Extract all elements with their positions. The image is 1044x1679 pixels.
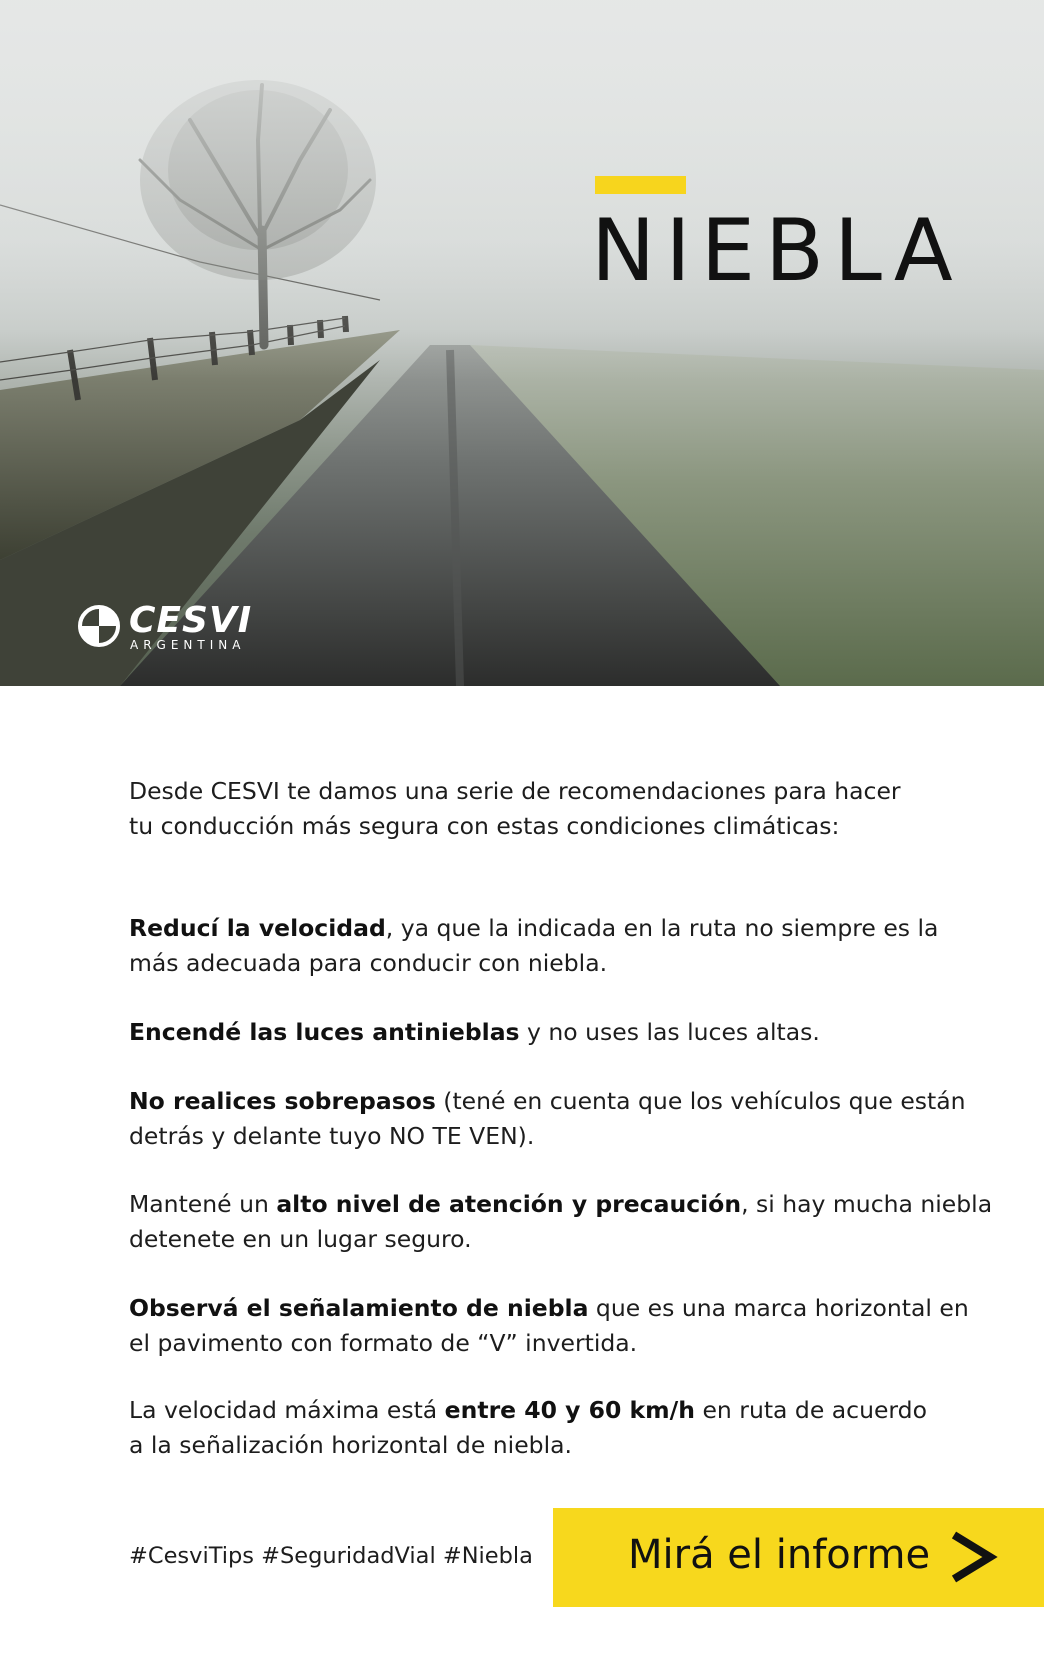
tip-text: detenete en un lugar seguro.: [129, 1225, 472, 1253]
intro-line: Desde CESVI te damos una serie de recomendaciones para hacer: [129, 777, 901, 805]
cesvi-logo: [77, 600, 287, 654]
tip-text: , si hay mucha niebla: [741, 1190, 993, 1218]
tip-reduce-speed: [129, 911, 1009, 981]
tip-highlight: entre 40 y 60 km/h: [444, 1396, 695, 1424]
tip-text: y no uses las luces altas.: [519, 1018, 820, 1046]
tip-text: (tené en cuenta que los vehículos que están: [435, 1087, 966, 1115]
foggy-road-image: [0, 0, 1044, 686]
tip-fog-signals: [129, 1291, 1009, 1361]
tip-highlight: Encendé las luces antinieblas: [129, 1018, 520, 1046]
chevron-right-icon: [948, 1531, 998, 1583]
tip-highlight: Reducí la velocidad: [129, 914, 386, 942]
view-report-button[interactable]: [553, 1508, 1044, 1607]
hashtags: #CesviTips #SeguridadVial #Niebla: [129, 1543, 533, 1569]
logo-subtitle: ARGENTINA: [130, 638, 246, 652]
intro-paragraph: [129, 774, 1009, 844]
tip-text: a la señalización horizontal de niebla.: [129, 1431, 572, 1459]
cesvi-logo-icon: [77, 604, 121, 648]
intro-line: tu conducción más segura con estas condiciones climáticas:: [129, 812, 840, 840]
tip-text: que es una marca horizontal en: [588, 1294, 969, 1322]
tip-max-speed: [129, 1393, 1009, 1463]
tip-no-overtaking: [129, 1084, 1009, 1154]
tip-text: más adecuada para conducir con niebla.: [129, 949, 608, 977]
tip-text: en ruta de acuerdo: [694, 1396, 927, 1424]
tip-text: detrás y delante tuyo NO TE VEN).: [129, 1122, 535, 1150]
tip-fog-lights: [129, 1015, 1009, 1050]
hero-banner: [0, 0, 1044, 686]
tip-text: Mantené un: [129, 1190, 277, 1218]
tip-text: , ya que la indicada en la ruta no siempre es la: [385, 914, 939, 942]
tip-highlight: Observá el señalamiento de niebla: [129, 1294, 589, 1322]
view-report-label: Mirá el informe: [628, 1532, 931, 1578]
tip-highlight: No realices sobrepasos: [129, 1087, 436, 1115]
logo-wordmark: CESVI: [129, 600, 253, 641]
tip-highlight: alto nivel de atención y precaución: [276, 1190, 742, 1218]
accent-bar: [595, 176, 686, 194]
tip-attention: [129, 1187, 1009, 1257]
tip-text: La velocidad máxima está: [129, 1396, 445, 1424]
tip-text: el pavimento con formato de “V” invertida.: [129, 1329, 638, 1357]
page-title: NIEBLA: [591, 201, 963, 301]
